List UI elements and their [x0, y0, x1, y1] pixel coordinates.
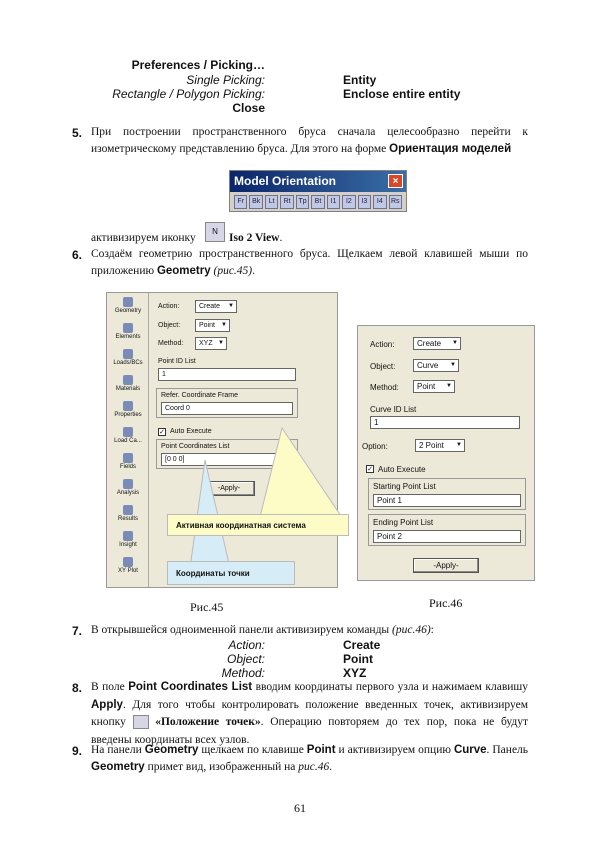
step9-b2: Point	[306, 744, 336, 756]
step8-b2: Apply	[91, 698, 123, 711]
close-icon[interactable]: ×	[388, 174, 403, 188]
sidebar-label: Fields	[119, 464, 136, 470]
punct: .	[329, 761, 333, 773]
point-id-list-label: Point ID List	[158, 358, 196, 365]
view-icon[interactable]: I4	[373, 195, 386, 209]
object-label: Object:	[158, 322, 181, 329]
callout1-pointer	[258, 428, 347, 525]
object-label: Object:	[370, 362, 396, 371]
step8-text	[91, 679, 528, 749]
iso-2-view-text: Iso 2 View	[229, 232, 280, 244]
step8-t2: вводим координаты первого узла и нажимаем клавишу	[255, 681, 529, 693]
points-position-icon	[133, 715, 149, 729]
method-label: Method:	[158, 340, 184, 347]
page-number: 61	[294, 801, 306, 815]
coords-label: Point Coordinates List	[161, 443, 230, 450]
sidebar-label: Materials	[115, 386, 141, 392]
action-select[interactable]: Create ▼	[413, 337, 461, 350]
step8-t3: . Для того чтобы контролировать положение введенных точек, активизируем кнопку	[91, 698, 528, 728]
step9-t5: примет вид, изображенный на	[147, 761, 296, 773]
object-select[interactable]: Curve ▼	[413, 359, 459, 372]
starting-point-label: Starting Point List	[373, 482, 436, 491]
ending-point-group	[368, 514, 526, 546]
step8-b1: Point Coordinates List	[128, 681, 253, 693]
view-icon[interactable]: Tp	[296, 195, 309, 209]
curve-id-list-input[interactable]: 1	[370, 416, 520, 429]
view-icon[interactable]: I1	[327, 195, 340, 209]
starting-point-input[interactable]: Point 1	[373, 494, 521, 507]
prefs-row-value: Enclose entire entity	[343, 87, 461, 101]
step9-t1: На панели	[91, 744, 142, 756]
sidebar-label: Analysis	[116, 490, 140, 496]
step7-text	[91, 622, 528, 639]
option-select[interactable]: 2 Point ▼	[415, 439, 465, 452]
step9-t3: и активизируем опцию	[338, 744, 451, 756]
step7-row-value: XYZ	[343, 666, 367, 680]
step5-bold: Ориентация моделей	[389, 143, 512, 155]
auto-execute-label: Auto Execute	[170, 428, 212, 435]
step8-t1: В поле	[91, 681, 125, 693]
step9-b1: Geometry	[144, 744, 199, 756]
figure-46	[357, 325, 535, 581]
step9-text	[91, 742, 528, 776]
step7-text1: В открывшейся одноименной панели активизируем команды	[91, 624, 390, 636]
coord-frame-label: Refer. Coordinate Frame	[161, 392, 239, 399]
step7-row-label: Action:	[228, 638, 265, 652]
step9-ref: рис.46	[298, 761, 330, 773]
prefs-row-label: Rectangle / Polygon Picking:	[112, 87, 265, 101]
apply-button[interactable]: -Apply-	[203, 481, 255, 496]
step6-bold: Geometry	[156, 265, 211, 277]
step9-t4: . Панель	[486, 744, 529, 756]
step9-b3: Curve	[453, 744, 487, 756]
sidebar-label: XY Plot	[118, 568, 138, 574]
object-select[interactable]: Point ▼	[195, 319, 230, 332]
method-select[interactable]: XYZ ▼	[195, 337, 227, 350]
step-number: 9.	[72, 744, 83, 758]
punct: .	[252, 265, 256, 277]
step6-text1: Создаём геометрию пространственного бруса. Щелкаем левой клавишей мыши по приложению	[91, 248, 528, 277]
sidebar-label: Properties	[114, 412, 142, 418]
punct: .	[279, 232, 283, 244]
prefs-row-label: Single Picking:	[186, 73, 265, 87]
step9-b4: Geometry	[91, 761, 145, 773]
apply-button[interactable]: -Apply-	[413, 558, 479, 573]
method-select[interactable]: Point ▼	[413, 380, 455, 393]
coords-input[interactable]: [0 0 0]	[161, 453, 293, 466]
prefs-row-value: Entity	[343, 73, 377, 87]
step-number: 7.	[72, 624, 83, 638]
ending-point-label: Ending Point List	[373, 518, 434, 527]
step-number: 6.	[72, 248, 83, 262]
punct: :	[430, 624, 434, 636]
step8-q: «Положение точек»	[155, 716, 261, 728]
sidebar-label: Elements	[115, 334, 141, 340]
iso-view-icon: N	[205, 222, 225, 242]
action-select[interactable]: Create ▼	[195, 300, 237, 313]
sidebar-label: Load Ca...	[114, 438, 142, 444]
step7-row-label: Method:	[221, 666, 265, 680]
step5-text2: активизируем иконку	[91, 232, 196, 244]
point-id-list-input[interactable]: 1	[158, 368, 296, 381]
view-icon[interactable]: Rs	[389, 195, 402, 209]
sidebar-label: Insight	[119, 542, 137, 548]
view-icon[interactable]: Rt	[280, 195, 293, 209]
callout-point-coords: Координаты точки	[167, 561, 295, 585]
prefs-close: Close	[232, 101, 265, 115]
view-icon[interactable]: Lt	[265, 195, 278, 209]
sidebar-label: Loads/BCs	[113, 360, 143, 366]
callout-active-coord-system: Активная координатная система	[167, 514, 349, 536]
step7-row-label: Object:	[226, 652, 265, 666]
step7-row-value: Point	[343, 652, 373, 666]
option-label: Option:	[362, 442, 388, 451]
step8-t4: . Операцию повторяем до тех пор, пока не будут введены координаты всех узлов.	[91, 716, 529, 746]
view-icon[interactable]: Bk	[249, 195, 262, 209]
method-label: Method:	[370, 383, 399, 392]
step9-t2: щелкаем по клавише	[201, 744, 304, 756]
view-icon[interactable]: I3	[358, 195, 371, 209]
step5-text1: При построении пространственного бруса сначала целесообразно перейти к изометрическому представлению бруса. Для этого на форме	[91, 126, 528, 155]
step-number: 5.	[72, 126, 83, 140]
prefs-title: Preferences / Picking…	[131, 58, 265, 72]
coord-frame-input[interactable]: Coord 0	[161, 402, 293, 415]
action-label: Action:	[370, 340, 395, 349]
sidebar-label: Results	[117, 516, 138, 522]
starting-point-group	[368, 478, 526, 510]
iso-2-view-icon[interactable]: I2	[342, 195, 355, 209]
auto-execute-checkbox[interactable]: ✓	[159, 428, 165, 436]
view-icon[interactable]: Fr	[234, 195, 247, 209]
figure-46-caption: Рис.46	[429, 596, 463, 610]
model-orientation-title: Model Orientation	[234, 174, 336, 188]
figure-45-caption: Рис.45	[190, 600, 224, 614]
auto-execute-checkbox[interactable]: ✓	[367, 465, 373, 473]
step6-ref: (рис.45)	[213, 265, 253, 277]
view-icon[interactable]: Bt	[311, 195, 324, 209]
step-number: 8.	[72, 681, 83, 695]
ending-point-input[interactable]: Point 2	[373, 530, 521, 543]
step7-ref: (рис.46)	[392, 624, 431, 636]
curve-id-list-label: Curve ID List	[370, 405, 417, 414]
sidebar-label: Geometry	[114, 308, 142, 314]
auto-execute-label: Auto Execute	[378, 465, 426, 474]
action-label: Action:	[158, 303, 180, 310]
step7-row-value: Create	[343, 638, 381, 652]
